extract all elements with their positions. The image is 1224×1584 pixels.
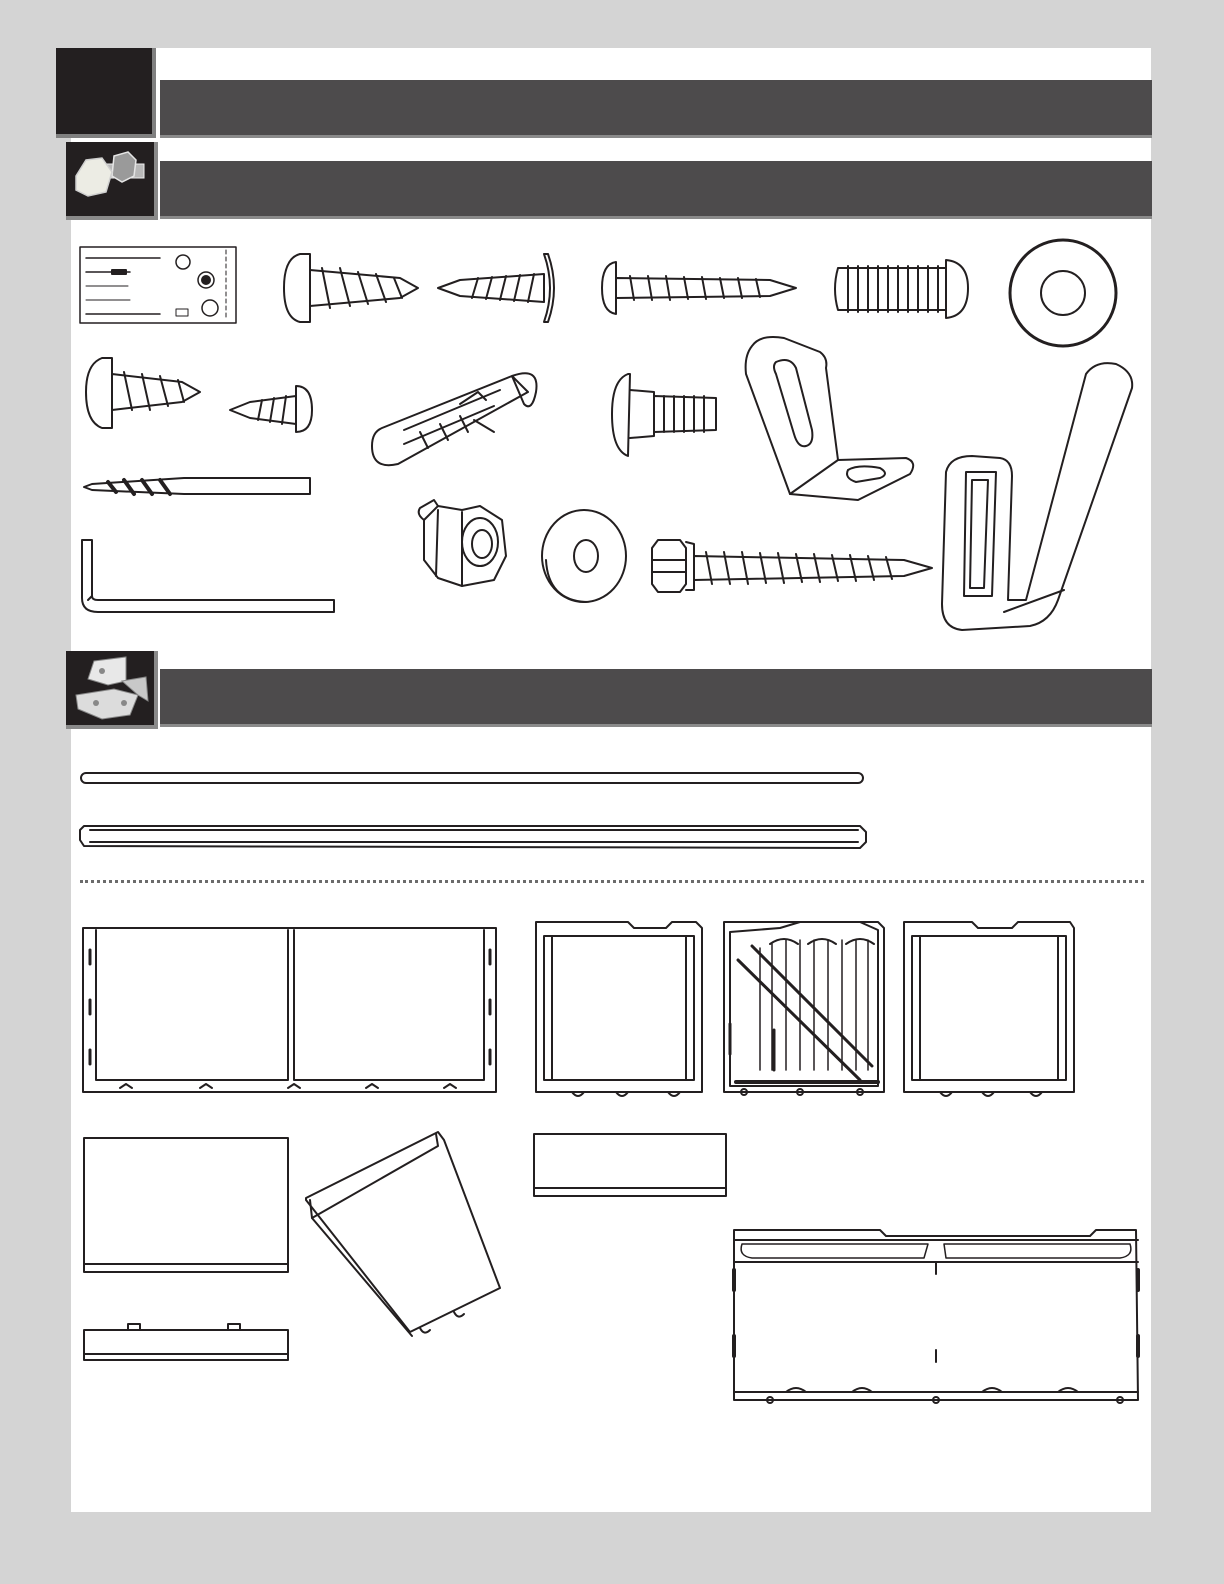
bolt-nut-icon [66, 142, 154, 216]
hardware-section-bar [160, 161, 1152, 219]
page-sheet [71, 48, 1151, 1512]
step-number-box [56, 48, 156, 138]
components-section-bar [160, 669, 1152, 727]
step-header-bar [160, 80, 1152, 138]
bracket-icon [66, 651, 154, 725]
dotted-divider [80, 880, 1144, 883]
components-section-icon-box [66, 651, 158, 729]
hardware-section-icon-box [66, 142, 158, 220]
